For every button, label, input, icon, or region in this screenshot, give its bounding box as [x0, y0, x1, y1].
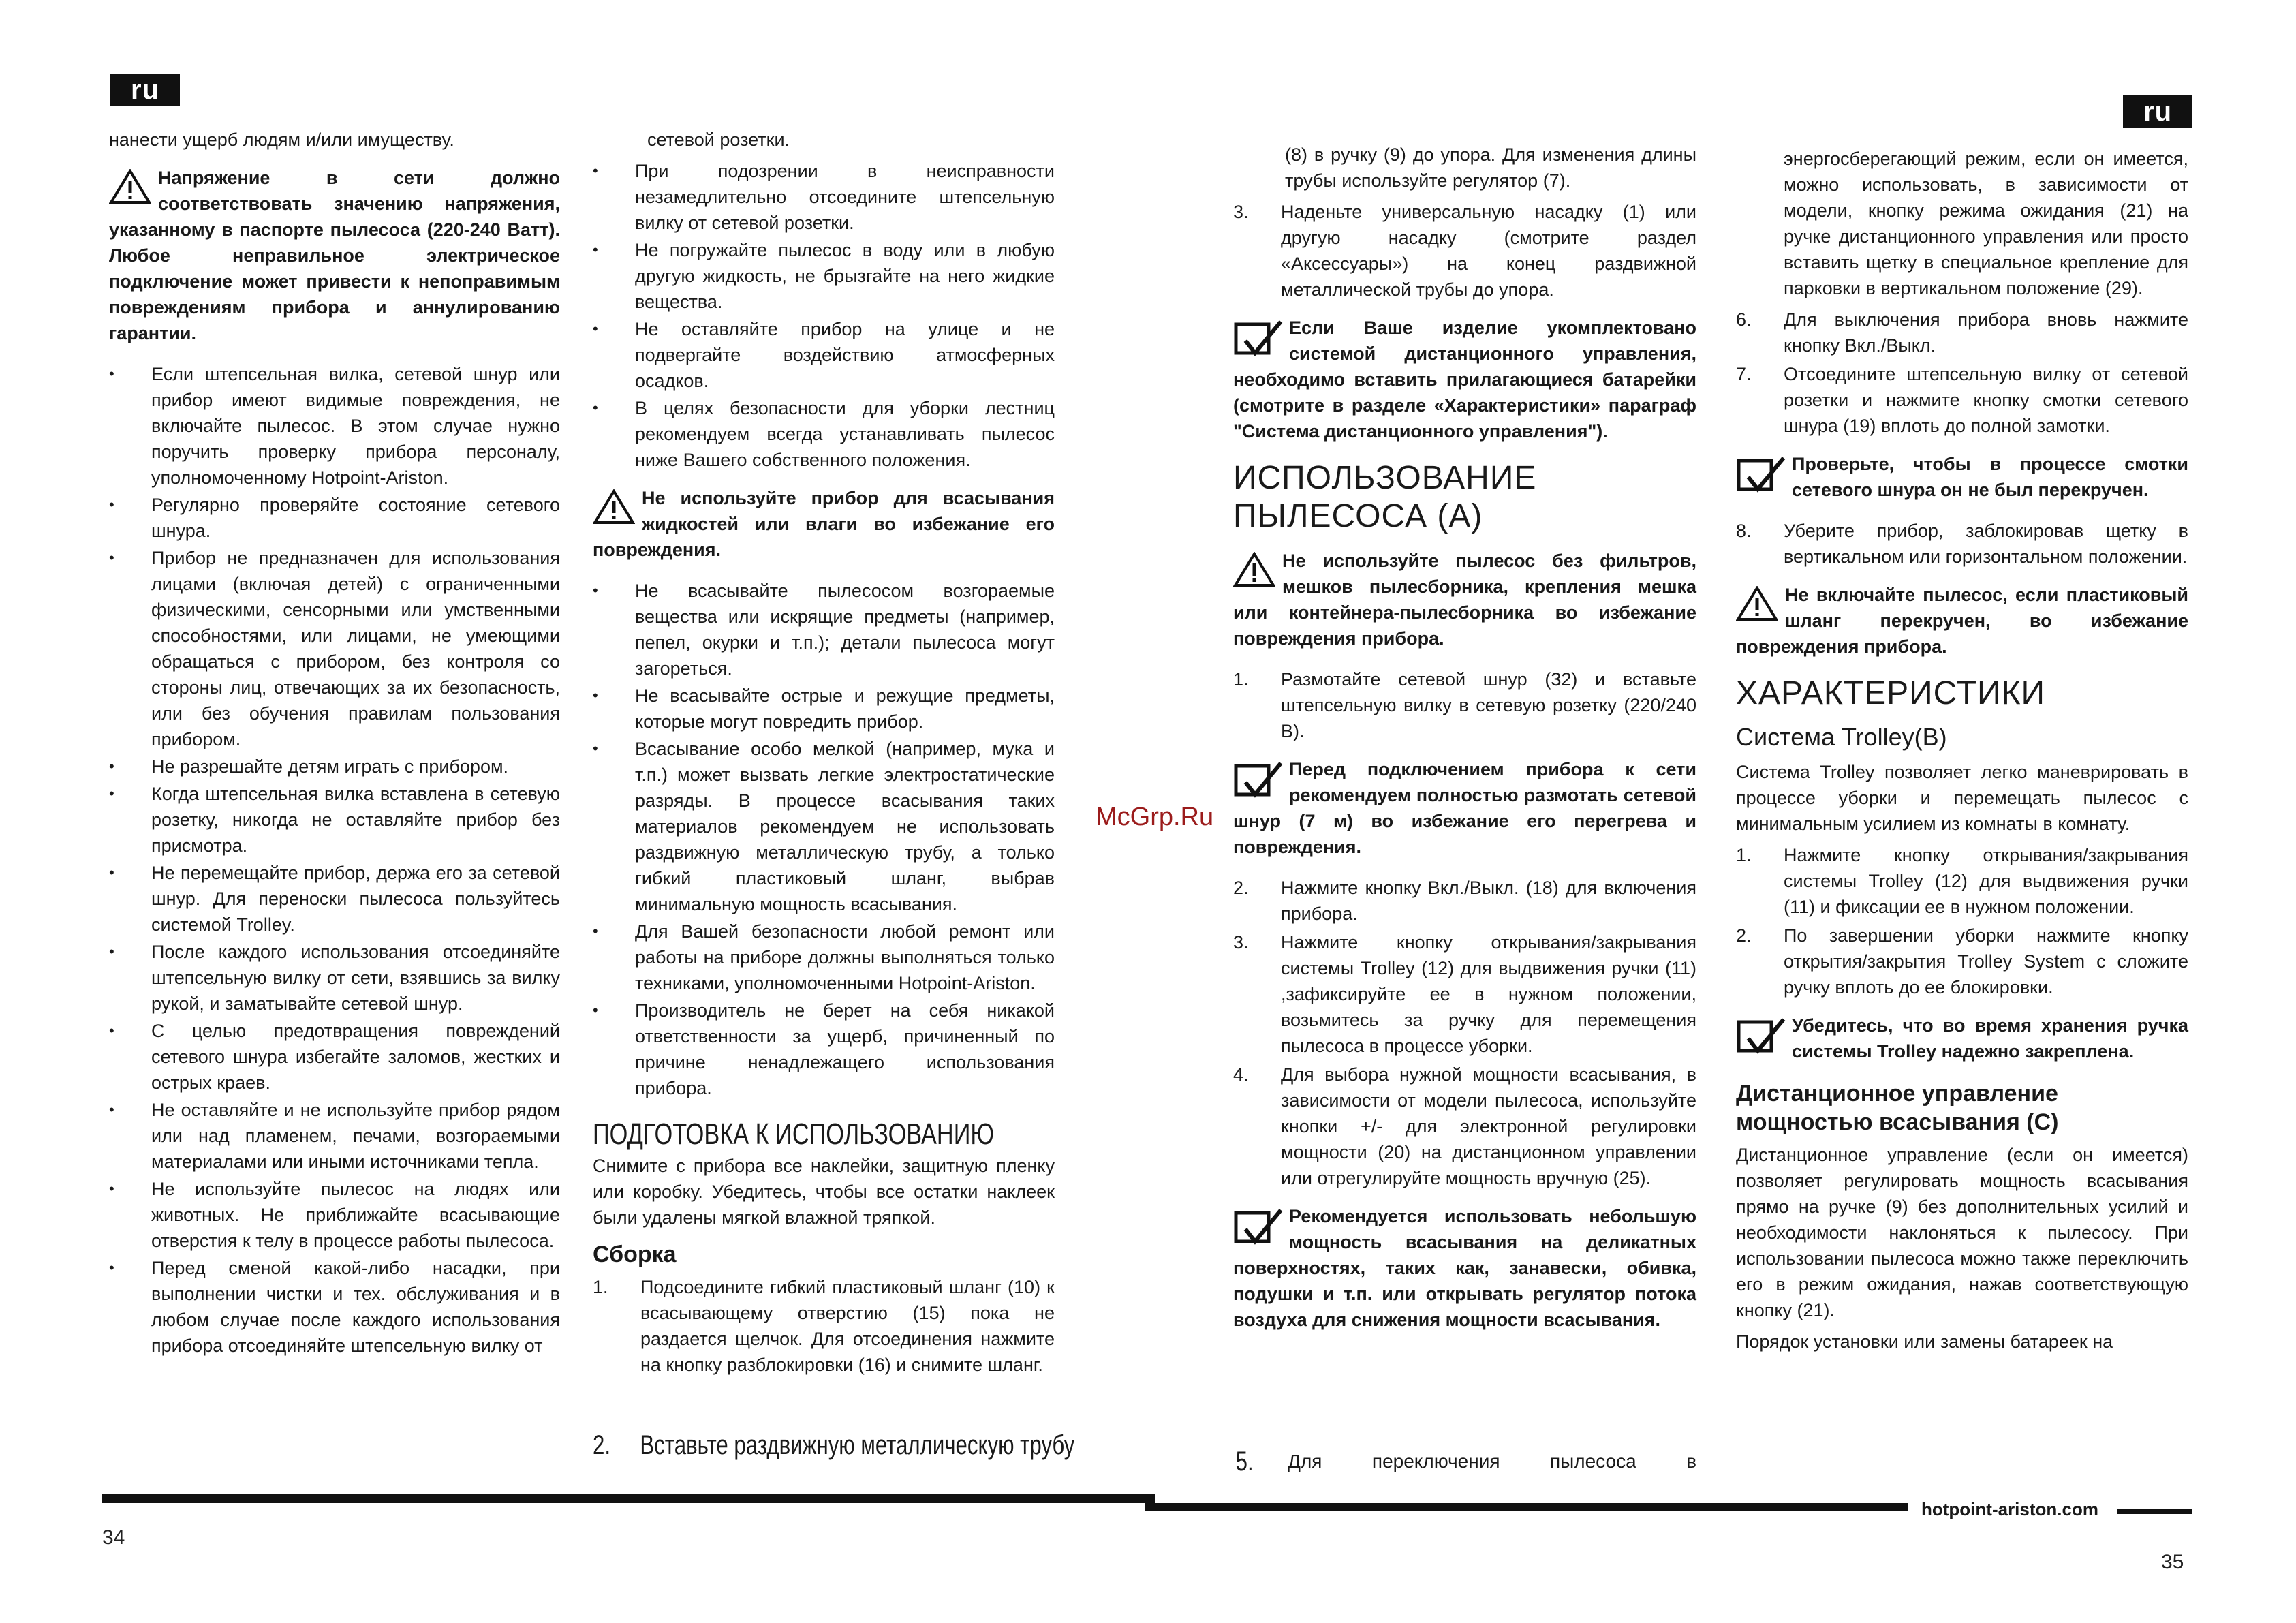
- step-number: 7.: [1736, 364, 1752, 384]
- list-item: • Если штепсельная вилка, сетевой шнур или прибор имеют видимые повреждения, не включайте пылесос. В этом случае нужно поручить проверку прибора персоналу, уполномоченному Hotpoint-Ariston.: [109, 361, 560, 491]
- checkmark-note-icon: [1736, 1015, 1786, 1060]
- assembly-heading: Сборка: [593, 1241, 677, 1267]
- list-item: [1233, 875, 1696, 927]
- column-3: [1233, 142, 1696, 1477]
- list-item: • Не разрешайте детям играть с прибором.: [109, 754, 560, 779]
- list-item: [593, 1274, 1055, 1378]
- continuation-text: (8) в ручку (9) до упора. Для изменения длины трубы используйте регулятор (7).: [1285, 144, 1696, 191]
- use-step-5: [1233, 1447, 1696, 1477]
- step-text: Для переключения пылесоса в: [1288, 1451, 1696, 1472]
- use-steps-e: [1736, 518, 2188, 570]
- use-steps-c: [1233, 875, 1696, 1191]
- use-steps-d: [1736, 307, 2188, 439]
- page-number-left: 34: [102, 1526, 125, 1549]
- watermark: McGrp.Ru: [1096, 803, 1214, 831]
- list-item: [1736, 307, 2188, 358]
- list-item: [1736, 361, 2188, 439]
- warning-text: Не включайте пылесос, если пластиковый шланг перекручен, во избежание повреждения прибора.: [1736, 585, 2188, 657]
- language-badge-left: ru: [110, 74, 180, 106]
- safety-list-1: [109, 361, 560, 1359]
- warning-triangle-icon: [593, 489, 635, 525]
- list-item: • Всасывание особо мелкой (например, мука и т.п.) может вызвать легкие электростатические разряды. В процессе всасывания таких материалов рекомендуем не использовать раздвижную металлическую трубу, а только гибкий пластиковый шланг, выбрав минимальную мощность всасывания.: [593, 736, 1055, 917]
- list-item: • После каждого использования отсоединяйте штепсельную вилку от сети, взявшись за вилку рукой, и заматывайте сетевой шнур.: [109, 939, 560, 1017]
- continuation-text: сетевой розетки.: [647, 129, 790, 150]
- trolley-text: Система Trolley позволяет легко маневрировать в процессе уборки и перемещать пылесос с минимальным усилием из комнаты в комнату.: [1736, 762, 2188, 834]
- section-heading-preparation: ПОДГОТОВКА К ИСПОЛЬЗОВАНИЮ: [593, 1117, 995, 1151]
- step-text: Наденьте универсальную насадку (1) или другую насадку (смотрите раздел «Аксессуары») на конец раздвижной металлической трубы до упора.: [1281, 202, 1696, 300]
- list-item: • С целью предотвращения повреждений сетевого шнура избегайте заломов, жестких и острых краев.: [109, 1018, 560, 1096]
- column-2: [593, 127, 1075, 1460]
- note-text: Перед подключением прибора к сети рекомендуем полностью размотать сетевой шнур (7 м) во избежание его перегрева и повреждения.: [1233, 759, 1696, 857]
- preparation-text: Снимите с прибора все наклейки, защитную пленку или коробку. Убедитесь, чтобы все остатки наклеек были удалены мягкой влажной тряпкой.: [593, 1156, 1055, 1228]
- list-item: • Не оставляйте прибор на улице и не подвергайте воздействию атмосферных осадков.: [593, 316, 1055, 394]
- filters-warning: [1233, 548, 1696, 651]
- list-item: • Для Вашей безопасности любой ремонт или работы на приборе должны выполняться только техниками, уполномоченными Hotpoint-Ariston.: [593, 918, 1055, 996]
- list-item: • Производитель не берет на себя никакой ответственности за ущерб, причиненный по причине ненадлежащего использования прибора.: [593, 998, 1055, 1101]
- language-badge-right: ru: [2123, 95, 2192, 128]
- step-text: Для выключения прибора вновь нажмите кнопку Вкл./Выкл.: [1784, 309, 2188, 356]
- liquid-warning: [593, 485, 1055, 563]
- warning-text: Не используйте пылесос без фильтров, мешков пылесборника, крепления мешка или контейнера-пылесборника во избежание повреждения прибора.: [1233, 551, 1696, 649]
- assembly-step-2: [593, 1427, 1074, 1464]
- warning-triangle-icon: [109, 169, 151, 204]
- list-item: • Не всасывайте острые и режущие предметы, которые могут повредить прибор.: [593, 683, 1055, 735]
- note-text: Рекомендуется использовать небольшую мощность всасывания на деликатных поверхностях, таких как, занавески, обивка, подушки и т.п. или открывать регулятор потока воздуха для снижения мощности всасывания.: [1233, 1206, 1696, 1330]
- list-item: [1233, 666, 1696, 744]
- footer-url: hotpoint-ariston.com: [1921, 1499, 2098, 1519]
- step-text: Нажмите кнопку открывания/закрывания системы Trolley (12) для выдвижения ручки (11) ,зафиксируйте ее в нужном положении, возьмитесь за ручку для перемещения пылесоса в процессе уборки.: [1281, 932, 1696, 1056]
- list-item: • Прибор не предназначен для использования лицами (включая детей) с ограниченными физическими, сенсорными или умственными способностями, или лицами, не умеющими обращаться с прибором, без контроля со стороны лиц, отвечающих за их безопасность, или без обучения правилам пользования прибором.: [109, 545, 560, 752]
- list-item: • Не всасывайте пылесосом возгораемые вещества или искрящие предметы (например, пепел, окурки и т.п.); детали пылесоса могут загореться.: [593, 578, 1055, 681]
- assembly-steps: [593, 1274, 1055, 1378]
- checkmark-note-icon: [1233, 759, 1284, 804]
- step-text: Отсоедините штепсельную вилку от сетевой розетки и нажмите кнопку смотки сетевого шнура (19) вплоть до полной замотки.: [1784, 364, 2188, 436]
- step-text: Размотайте сетевой шнур (32) и вставьте штепсельную вилку в сетевую розетку (220/240 В).: [1281, 669, 1696, 741]
- list-item: [1736, 518, 2188, 570]
- list-item: • Не используйте пылесос на людях или животных. Не приближайте всасывающие отверстия к телу в процессе работы пылесоса.: [109, 1176, 560, 1254]
- step-number: 2.: [1233, 878, 1249, 898]
- list-item: • В целях безопасности для уборки лестниц рекомендуем всегда устанавливать пылесос ниже Вашего собственного положения.: [593, 395, 1055, 473]
- column-4: [1736, 146, 2188, 1360]
- checkmark-note-icon: [1233, 318, 1284, 362]
- use-steps-a: [1233, 199, 1696, 303]
- hose-warning: [1736, 582, 2188, 660]
- list-item: [1233, 199, 1696, 303]
- liquid-warning-text: Не используйте прибор для всасывания жидкостей или влаги во избежание его повреждения.: [593, 488, 1055, 560]
- use-steps-b: [1233, 666, 1696, 744]
- step-text: Нажмите кнопку Вкл./Выкл. (18) для включения прибора.: [1281, 878, 1696, 924]
- step-number: 1.: [593, 1277, 608, 1297]
- voltage-warning: [109, 165, 560, 346]
- step-number: 5.: [1235, 1447, 1254, 1477]
- step-text: Для выбора нужной мощности всасывания, в зависимости от модели пылесоса, используйте кнопки +/- для электронной регулировки мощности (20) на дистанционном управлении или отрегулируйте мощность вручную (25).: [1281, 1064, 1696, 1188]
- section-heading-use: ИСПОЛЬЗОВАНИЕ ПЫЛЕСОСА (А): [1233, 460, 1537, 534]
- list-item: [1736, 923, 2188, 1000]
- safety-list-2: [593, 158, 1055, 473]
- remote-batteries-note: [1233, 315, 1696, 444]
- list-item: • Не оставляйте и не используйте прибор рядом или над пламенем, печами, возгораемыми материалами или иными источниками тепла.: [109, 1097, 560, 1175]
- step-text: Вставьте раздвижную металлическую трубу: [640, 1430, 1075, 1460]
- step-number: 1.: [1736, 845, 1752, 865]
- list-item: [1233, 1062, 1696, 1191]
- step-number: 4.: [1233, 1064, 1249, 1085]
- unwind-cord-note: [1233, 756, 1696, 860]
- section-heading-characteristics: ХАРАКТЕРИСТИКИ: [1736, 675, 2046, 711]
- trolley-lock-note: [1736, 1013, 2188, 1064]
- cord-twist-note: [1736, 451, 2188, 503]
- page-number-right: 35: [2161, 1551, 2184, 1573]
- warning-triangle-icon: [1233, 552, 1275, 587]
- step-number: 2.: [1736, 925, 1752, 946]
- checkmark-note-icon: [1736, 454, 1786, 499]
- step-text: Нажмите кнопку открывания/закрывания системы Trolley (12) для выдвижения ручки (11) и фиксации ее в нужном положении.: [1784, 845, 2188, 917]
- warning-triangle-icon: [1736, 586, 1778, 621]
- step-number: 8.: [1736, 521, 1752, 541]
- remote-heading: Дистанционное управление мощностью всасывания (С): [1736, 1081, 2059, 1135]
- list-item: • Регулярно проверяйте состояние сетевого шнура.: [109, 492, 560, 544]
- list-item: • Не погружайте пылесос в воду или в любую другую жидкость, не брызгайте на него жидкие вещества.: [593, 237, 1055, 315]
- step-number: 1.: [1233, 669, 1249, 690]
- list-item: • При подозрении в неисправности незамедлительно отсоедините штепсельную вилку от сетевой розетки.: [593, 158, 1055, 236]
- list-item: [1736, 842, 2188, 920]
- remote-text: Дистанционное управление (если он имеется) позволяет регулировать мощность всасывания прямо на ручке (9) без дополнительных усилий и необходимости наклоняться к пылесосу. При использовании пылесоса можно также переключить его в режим ожидания, нажав соответствующую кнопку (21).: [1736, 1145, 2188, 1320]
- trolley-steps: [1736, 842, 2188, 1000]
- step-number: 3.: [1233, 202, 1249, 222]
- checkmark-note-icon: [1233, 1206, 1284, 1251]
- footer-rule-left: [102, 1494, 1155, 1503]
- list-item: • Когда штепсельная вилка вставлена в сетевую розетку, никогда не оставляйте прибор без присмотра.: [109, 781, 560, 859]
- list-item: • Перед сменой какой-либо насадки, при выполнении чистки и тех. обслуживания и в любом случае после каждого использования прибора отсоединяйте штепсельную вилку от: [109, 1255, 560, 1359]
- intro-text: нанести ущерб людям и/или имуществу.: [109, 129, 454, 150]
- footer-rule-right: [1145, 1503, 1908, 1511]
- step-number: 2.: [593, 1430, 611, 1460]
- list-item: • Не перемещайте прибор, держа его за сетевой шнур. Для переноски пылесоса пользуйтесь системой Trolley.: [109, 860, 560, 938]
- column-1: [109, 127, 560, 1360]
- safety-list-3: [593, 578, 1055, 1101]
- note-text: Убедитесь, что во время хранения ручка системы Trolley надежно закреплена.: [1792, 1015, 2188, 1062]
- voltage-warning-text: Напряжение в сети должно соответствовать значению напряжения, указанному в паспорте пылесоса (220-240 Ватт). Любое неправильное электрическое подключение может привести к непоправимым повреждениям прибора и аннулированию гарантии.: [109, 168, 560, 343]
- note-text: Проверьте, чтобы в процессе смотки сетевого шнура он не был перекручен.: [1792, 454, 2188, 500]
- step-text: Подсоедините гибкий пластиковый шланг (10) к всасывающему отверстию (15) пока не раздается щелчок. Для отсоединения нажмите на кнопку разблокировки (16) и снимите шланг.: [640, 1277, 1055, 1375]
- continuation-text: энергосберегающий режим, если он имеется, можно использовать, в зависимости от модели, кнопку режима ожидания (21) на ручке дистанционного управления или просто вставить щетку в специальное крепление для парковки в вертикальном положение (29).: [1784, 149, 2188, 298]
- step-text: По завершении уборки нажмите кнопку открытия/закрытия Trolley System с сложите ручку вплоть до ее блокировки.: [1784, 925, 2188, 998]
- step-text: Уберите прибор, заблокировав щетку в вертикальном или горизонтальном положении.: [1784, 521, 2188, 567]
- note-text: Если Ваше изделие укомплектовано системой дистанционного управления, необходимо вставить прилагающиеся батарейки (смотрите в разделе «Характеристики» параграф "Система дистанционного управления").: [1233, 318, 1696, 442]
- step-number: 6.: [1736, 309, 1752, 330]
- list-item: [1233, 929, 1696, 1059]
- low-power-note: [1233, 1203, 1696, 1333]
- battery-text: Порядок установки или замены батареек на: [1736, 1331, 2113, 1352]
- footer-rule-end: [2117, 1509, 2192, 1514]
- trolley-heading: Система Trolley(В): [1736, 723, 1947, 751]
- step-number: 3.: [1233, 932, 1249, 953]
